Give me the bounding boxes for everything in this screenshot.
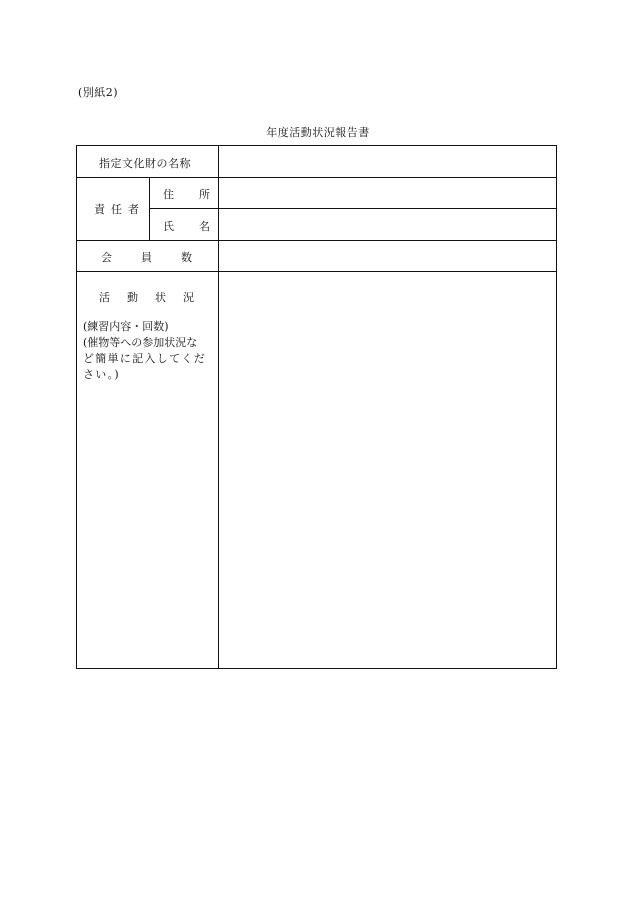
activity-status-label-char-1: 活 [99,291,110,304]
activity-status-note-line-4: さい。) [83,368,120,381]
activity-status-note-line-1: (練習内容・回数) [83,320,169,333]
name-field[interactable] [219,208,556,240]
address-label-char-1: 住 [163,188,174,201]
member-count-label-char-2: 員 [141,251,152,264]
name-label-char-2: 名 [199,220,210,233]
property-name-label: 指定文化財の名称 [99,157,191,170]
activity-status-label-char-2: 動 [127,291,138,304]
address-label-char-2: 所 [199,188,210,201]
activity-status-field[interactable] [219,271,556,668]
annex-label: (別紙2) [78,86,119,99]
member-count-field[interactable] [219,240,556,271]
activity-status-note-line-2: (催物等への参加状況な [83,336,198,349]
activity-status-note-line-3: ど簡単に記入してくだ [83,352,206,365]
responsible-person-label-char-3: 者 [128,203,139,216]
activity-report-form [76,145,557,669]
responsible-person-label-char-2: 任 [111,203,122,216]
address-field[interactable] [219,177,556,208]
activity-status-label-char-3: 状 [155,291,166,304]
member-count-label-char-1: 会 [101,251,112,264]
name-label-char-1: 氏 [163,220,174,233]
document-title: 年度活動状況報告書 [266,126,370,139]
activity-status-label-char-4: 況 [183,291,194,304]
property-name-field[interactable] [219,146,556,177]
label-value-divider [218,146,219,668]
responsible-person-label-char-1: 責 [94,203,105,216]
member-count-label-char-3: 数 [181,251,192,264]
